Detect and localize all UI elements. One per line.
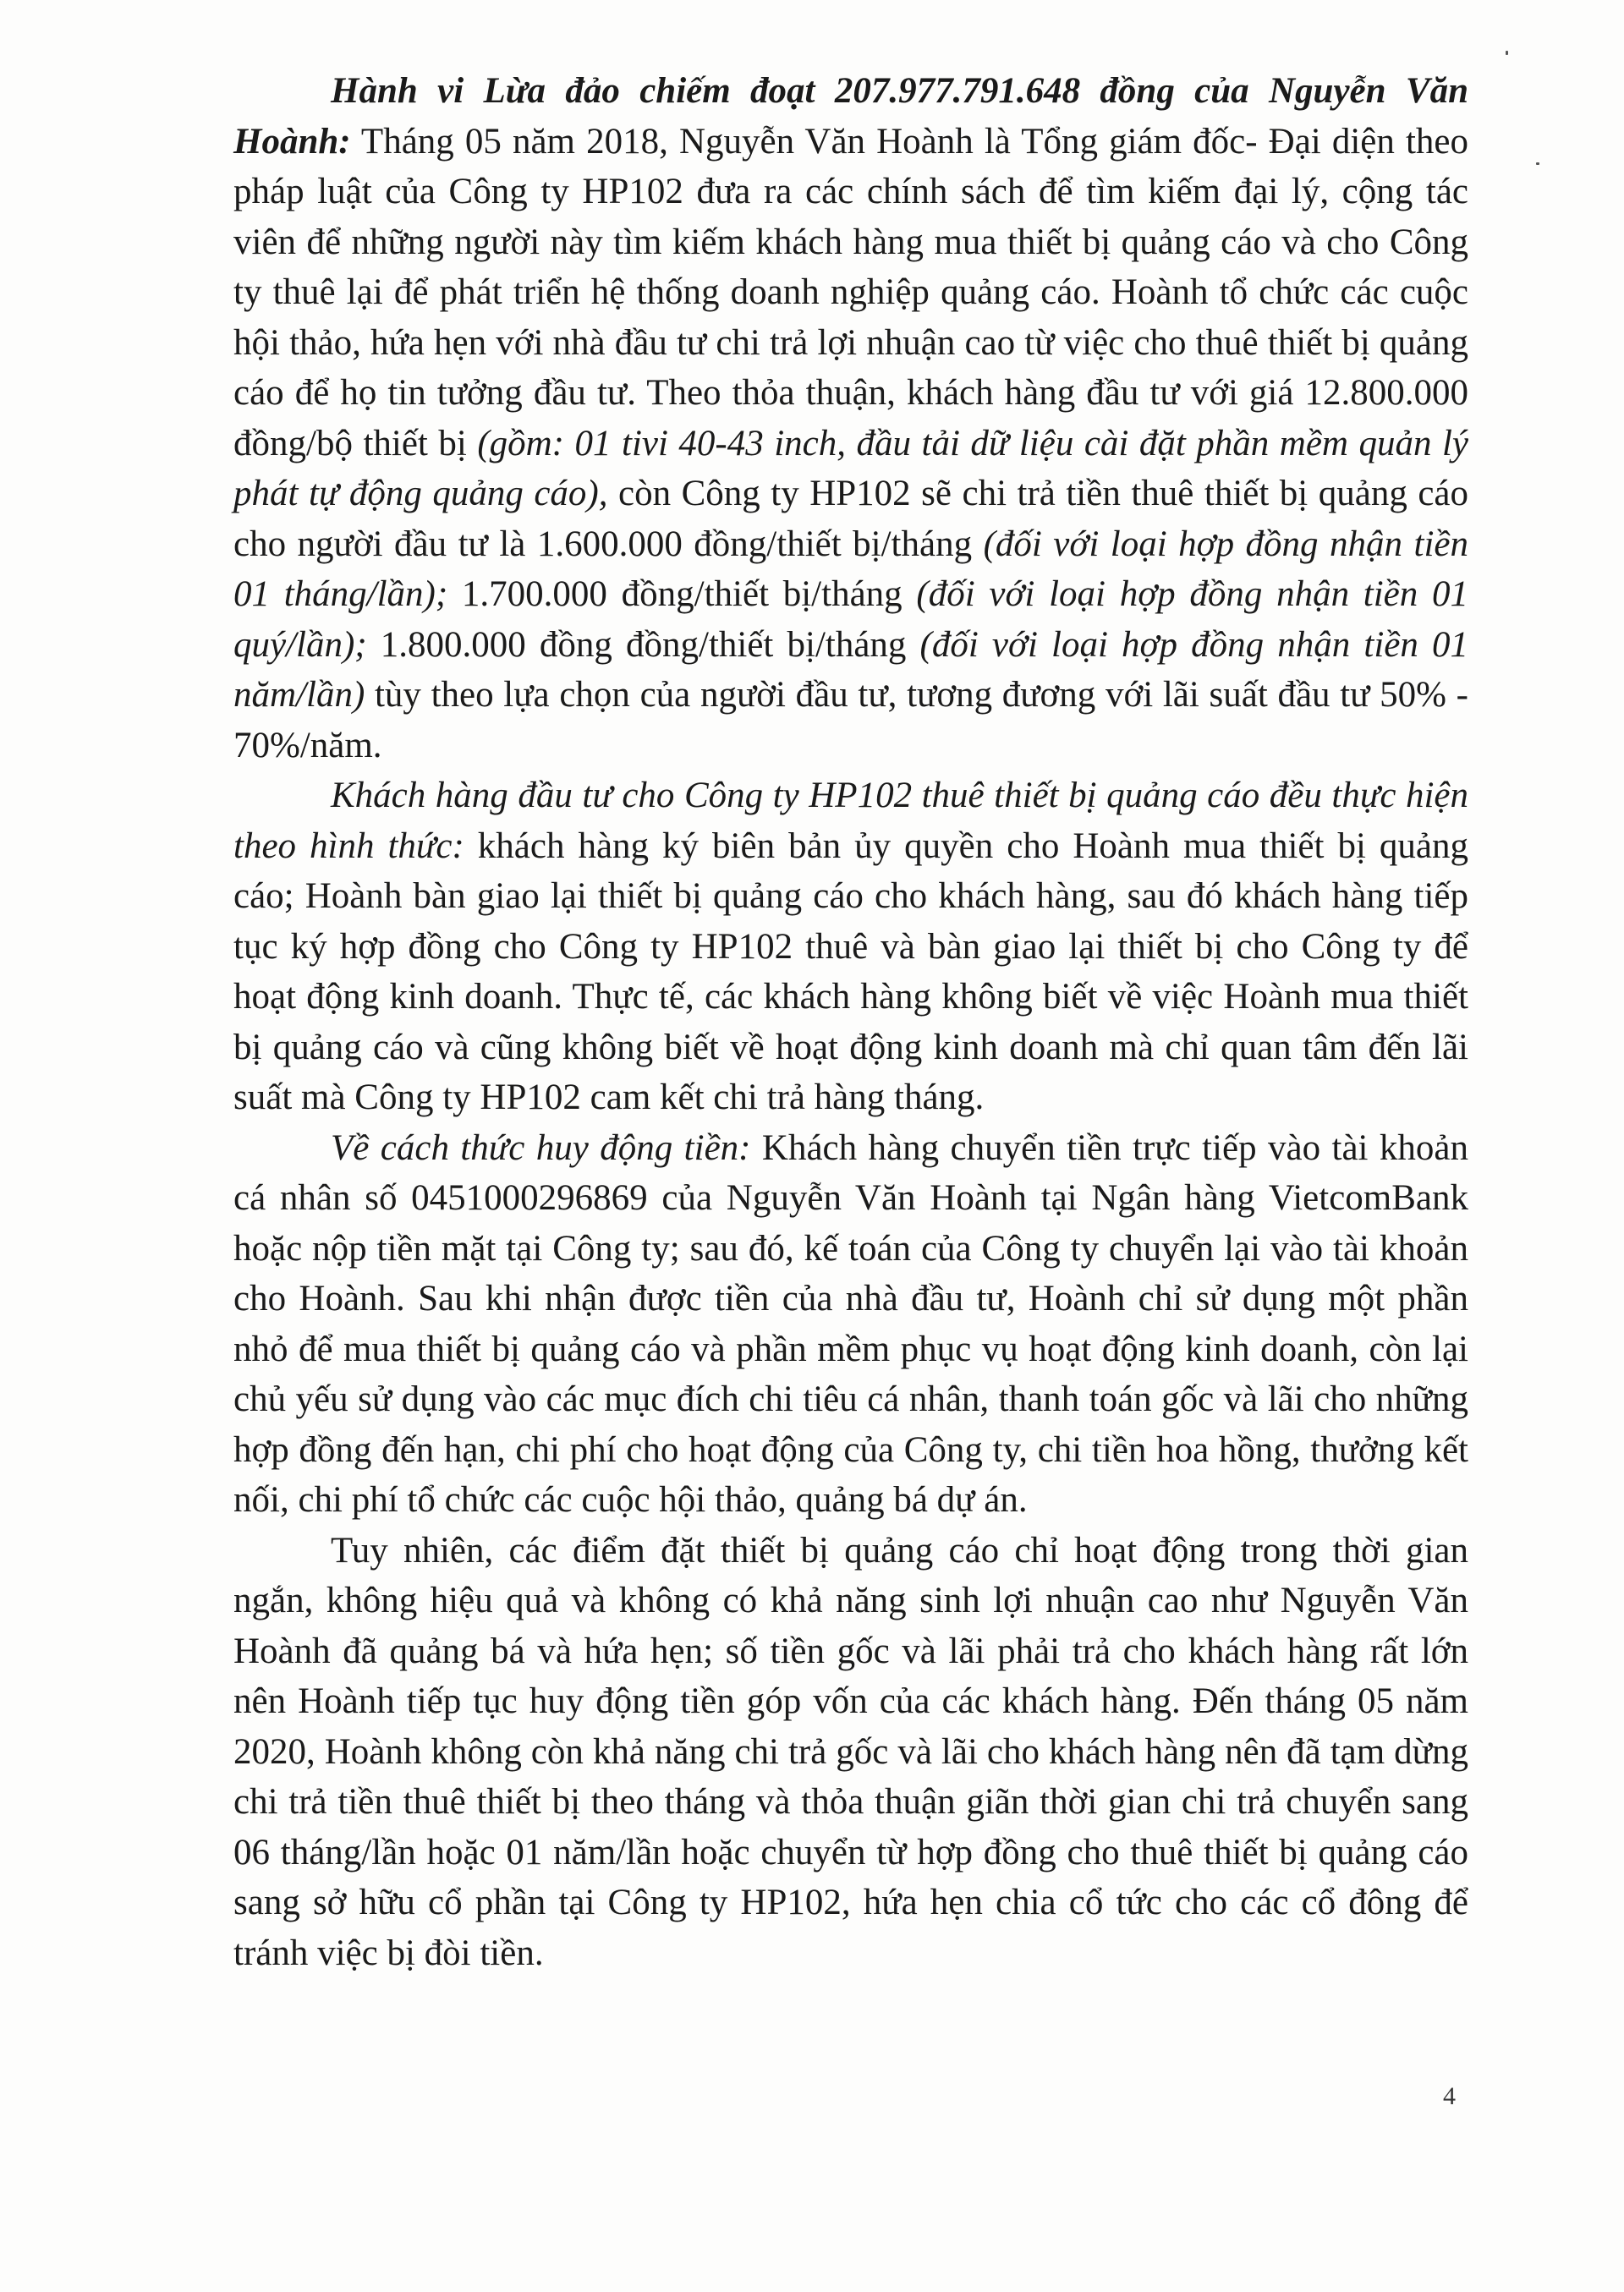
paragraph-lead: Về cách thức huy động tiền: [331,1127,751,1168]
scan-speck [1536,162,1539,165]
text-segment: còn Công ty HP102 sẽ chi trả tiền thuê thiết bị quảng cáo cho người đầu tư là 1.600.000 đồng/thiết bị/tháng [233,474,1468,564]
text-segment: (đối với loại hợp đồng nhận tiền 01 quý/lần); [233,574,1468,665]
text-segment: (gồm: 01 tivi 40-43 inch, đầu tải dữ liệu cài đặt phần mềm quản lý phát tự động quảng cáo), [233,423,1468,513]
paragraph-fund-raising [233,1123,1468,1526]
paragraph-outcome [233,1526,1468,1979]
document-body [233,66,1468,1978]
paragraph-lead: Khách hàng đầu tư cho Công ty HP102 thuê thiết bị quảng cáo đều thực hiện theo hình thức: [233,776,1468,866]
text-segment: tùy theo lựa chọn của người đầu tư, tương đương với lãi suất đầu tư 50% - 70%/năm. [233,675,1468,765]
scan-speck [1506,51,1508,55]
paragraph-investment-form [233,770,1468,1123]
paragraph-fraud-summary [233,66,1468,770]
text-segment: (đối với loại hợp đồng nhận tiền 01 tháng/lần); [233,524,1468,614]
text-segment: Tuy nhiên, các điểm đặt thiết bị quảng cáo chỉ hoạt động trong thời gian ngắn, không hiệu quả và không có khả năng sinh lợi nhuận cao như Nguyễn Văn Hoành đã quảng bá và hứa hẹn; số tiền gốc và lãi phải trả cho khách hàng rất lớn nên Hoành tiếp tục huy động tiền góp vốn của các khách hàng. Đến tháng 05 năm 2020, Hoành không còn khả năng chi trả gốc và lãi cho khách hàng nên đã tạm dừng chi trả tiền thuê thiết bị theo tháng và thỏa thuận giãn thời gian chi trả chuyển sang 06 tháng/lần hoặc 01 năm/lần hoặc chuyển từ hợp đồng cho thuê thiết bị quảng cáo sang sở hữu cổ phần tại Công ty HP102, hứa hẹn chia cổ tức cho các cổ đông để tránh việc bị đòi tiền. [233,1530,1468,1973]
page-number: 4 [1443,2082,1456,2110]
text-segment: 1.800.000 đồng đồng/thiết bị/tháng [366,624,920,665]
text-segment: khách hàng ký biên bản ủy quyền cho Hoành mua thiết bị quảng cáo; Hoành bàn giao lại thiết bị quảng cáo cho khách hàng, sau đó khách hàng tiếp tục ký hợp đồng cho Công ty HP102 thuê và bàn giao lại thiết bị cho Công ty để hoạt động kinh doanh. Thực tế, các khách hàng không biết về việc Hoành mua thiết bị quảng cáo và cũng không biết về hoạt động kinh doanh mà chỉ quan tâm đến lãi suất mà Công ty HP102 cam kết chi trả hàng tháng. [233,825,1468,1117]
text-segment: Khách hàng chuyển tiền trực tiếp vào tài khoản cá nhân số 0451000296869 của Nguyễn Văn Hoành tại Ngân hàng VietcomBank hoặc nộp tiền mặt tại Công ty; sau đó, kế toán của Công ty chuyển lại vào tài khoản cho Hoành. Sau khi nhận được tiền của nhà đầu tư, Hoành chỉ sử dụng một phần nhỏ để mua thiết bị quảng cáo và phần mềm phục vụ hoạt động kinh doanh, còn lại chủ yếu sử dụng vào các mục đích chi tiêu cá nhân, thanh toán gốc và lãi cho những hợp đồng đến hạn, chi phí cho hoạt động của Công ty, chi tiền hoa hồng, thưởng kết nối, chi phí tổ chức các cuộc hội thảo, quảng bá dự án. [233,1127,1468,1520]
text-segment: (đối với loại hợp đồng nhận tiền 01 năm/lần) [233,624,1468,715]
paragraph-heading: Hành vi Lừa đảo chiếm đoạt 207.977.791.648 đồng của Nguyễn Văn Hoành: [233,71,1468,162]
text-segment: Tháng 05 năm 2018, Nguyễn Văn Hoành là Tổng giám đốc- Đại diện theo pháp luật của Công ty HP102 đưa ra các chính sách để tìm kiếm đại lý, cộng tác viên để những người này tìm kiếm khách hàng mua thiết bị quảng cáo và cho Công ty thuê lại để phát triển hệ thống doanh nghiệp quảng cáo. Hoành tổ chức các cuộc hội thảo, hứa hẹn với nhà đầu tư chi trả lợi nhuận cao từ việc cho thuê thiết bị quảng cáo để họ tin tưởng đầu tư. Theo thỏa thuận, khách hàng đầu tư với giá 12.800.000 đồng/bộ thiết bị [233,121,1468,463]
text-segment: 1.700.000 đồng/thiết bị/tháng [447,574,917,614]
